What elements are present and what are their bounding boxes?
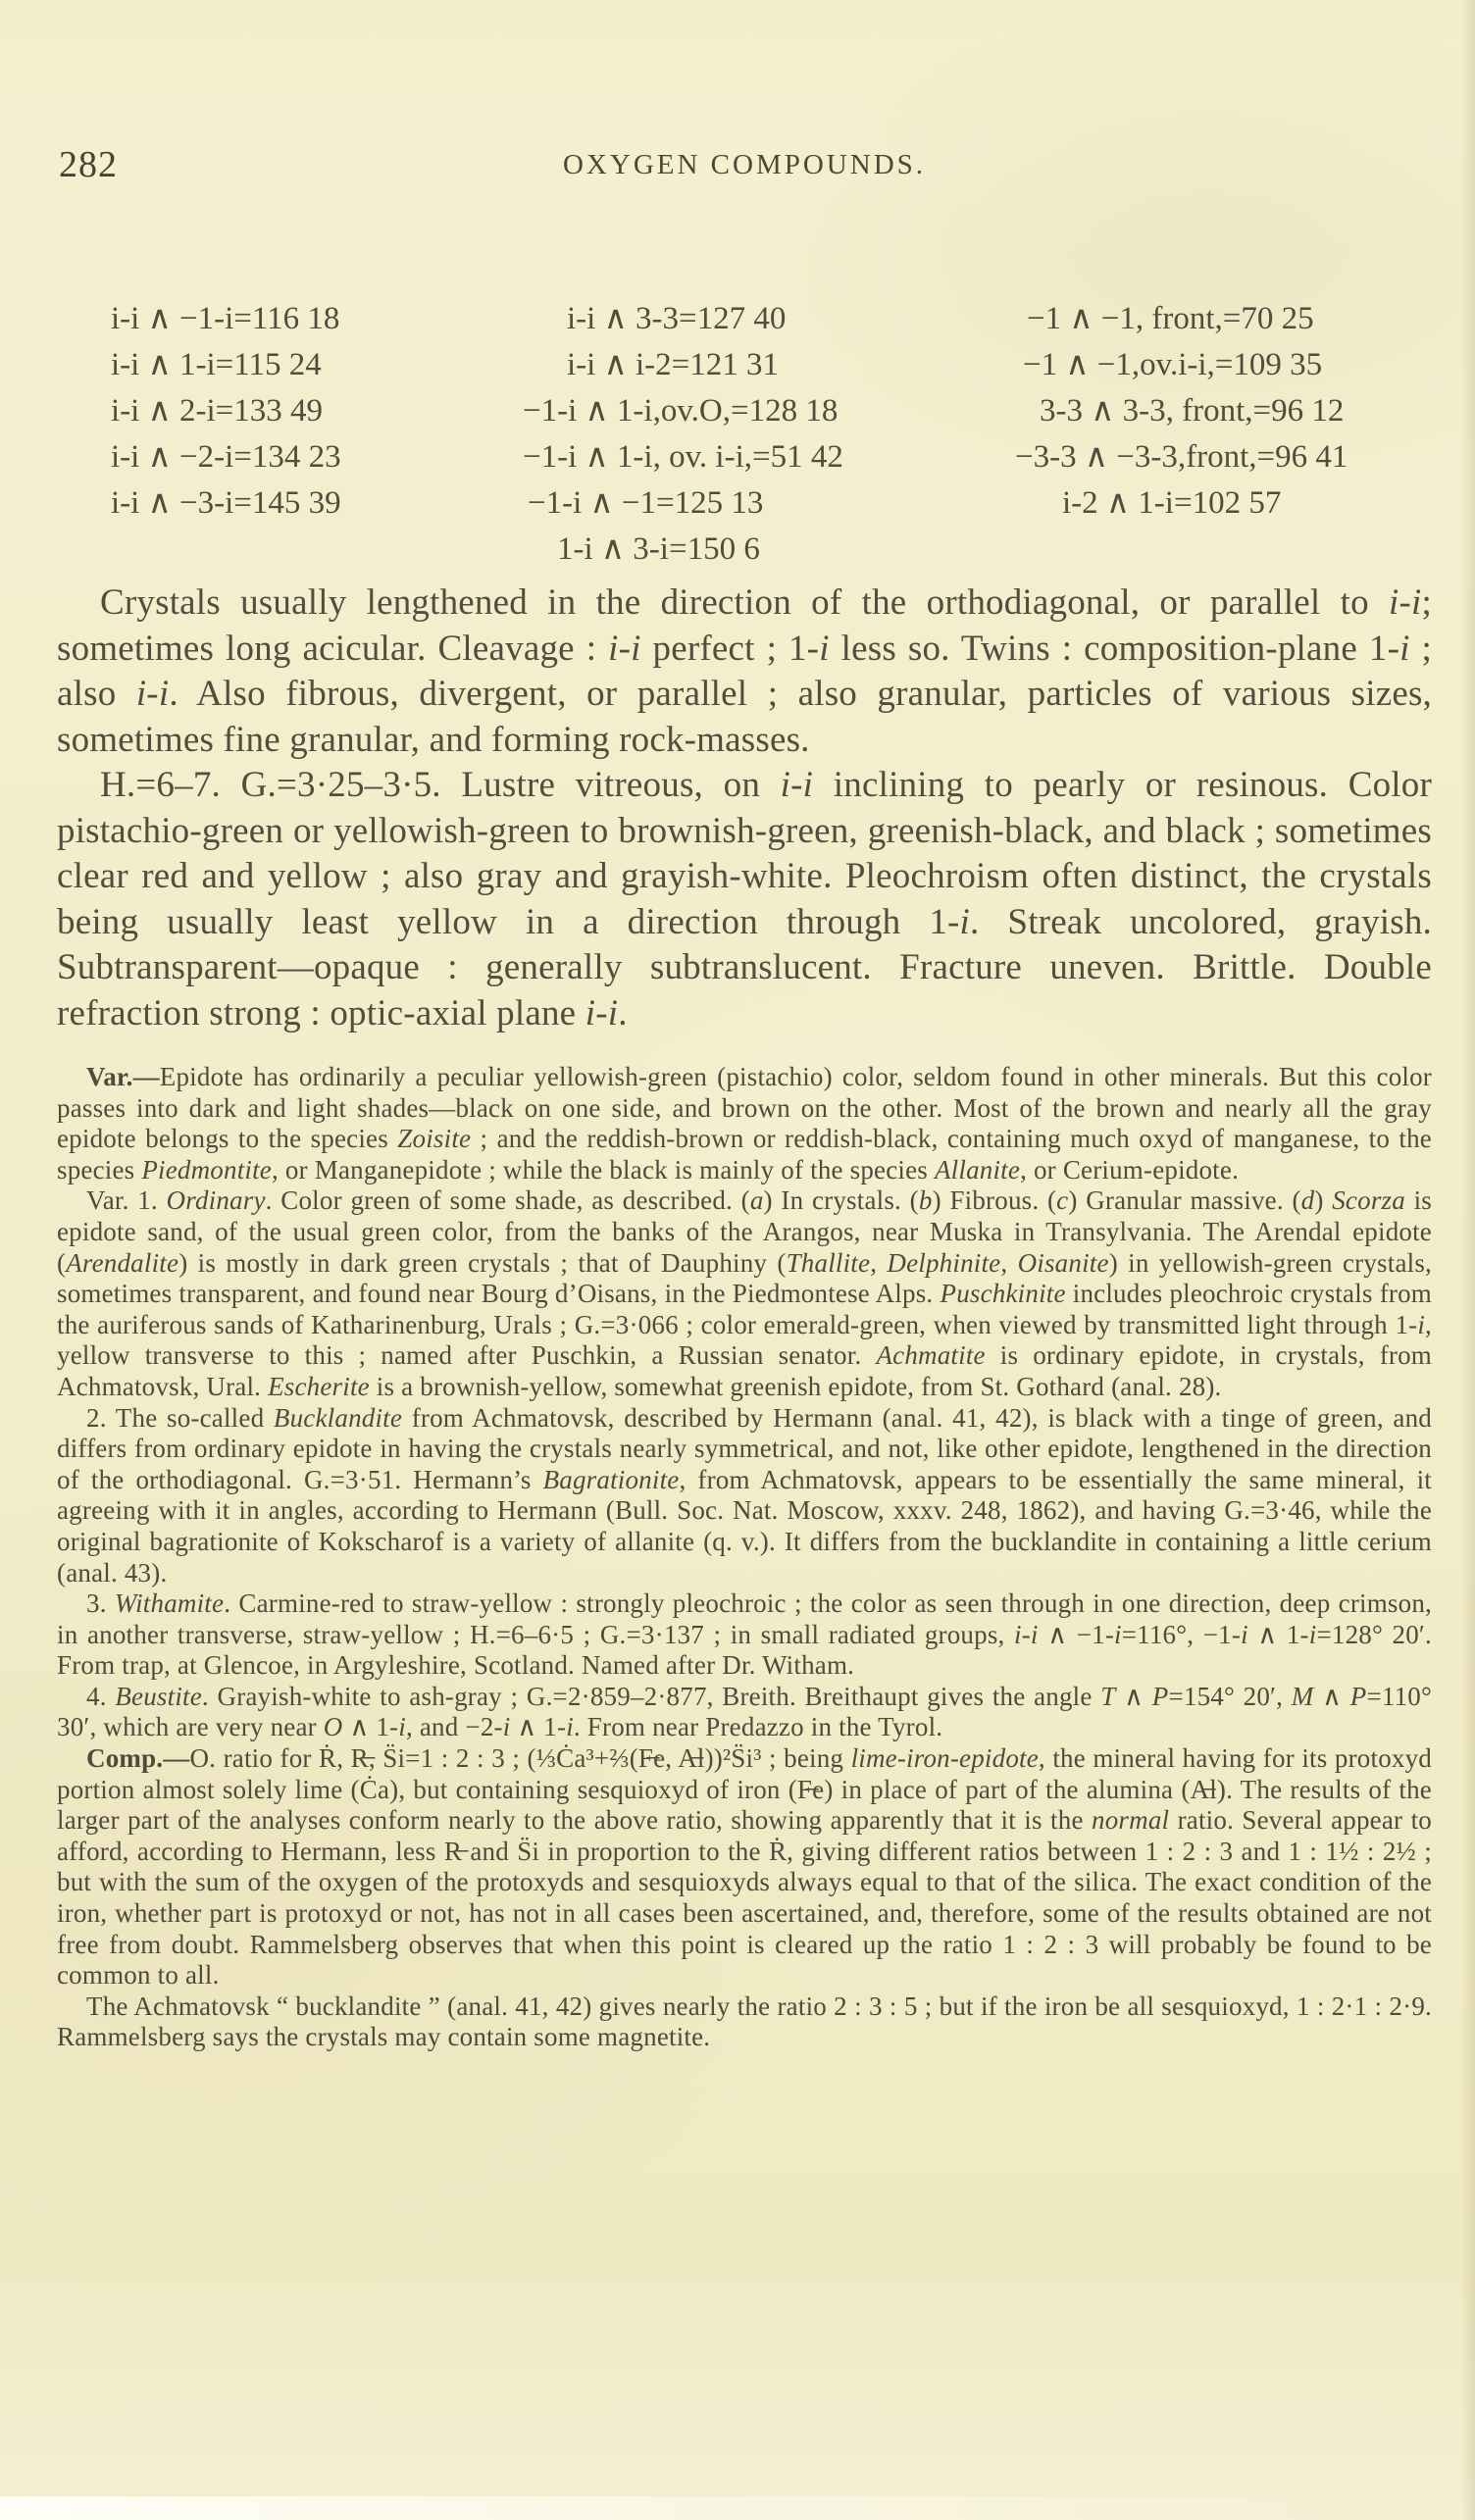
- angle-entry: i-i ∧ 3-3=127 40: [567, 301, 787, 336]
- running-header: OXYGEN COMPOUNDS.: [562, 149, 927, 180]
- angle-entry: i-i ∧ i-2=121 31: [567, 347, 779, 382]
- angle-entry: i-2 ∧ 1-i=102 57: [1062, 485, 1282, 521]
- angle-entry: i-i ∧ 1-i=115 24: [111, 347, 322, 382]
- angle-entry: i-i ∧ −3-i=145 39: [111, 485, 341, 521]
- angle-table-column-3: [1015, 296, 1432, 573]
- paragraph-physical-properties: H.=6–7. G.=3·25–3·5. Lustre vitreous, on i-i inclining to pearly or resinous. Color pistachio-green or yellowish-green to brownish-green, greenish-black, and black ; sometimes clear red and yellow ; also gray and grayish-white. Pleochroism often distinct, the crystals being usually least yellow in a direction through 1-i. Streak uncolored, grayish. Subtransparent—opaque : generally subtranslucent. Fracture uneven. Brittle. Double refraction strong : optic-axial plane i-i.: [57, 765, 1432, 1033]
- angle-entry: i-i ∧ 2-i=133 49: [111, 393, 323, 428]
- paragraph-crystal-habit: Crystals usually lengthened in the direction of the orthodiagonal, or parallel to i-i; sometimes long acicular. Cleavage : i-i perfect ; 1-i less so. Twins : composition-plane 1-i ; also i-i. Also fibrous, divergent, or parallel ; also granular, particles of various sizes, sometimes fine granular, and forming rock-masses.: [57, 582, 1433, 760]
- angle-entry: i-i ∧ −1-i=116 18: [111, 301, 340, 336]
- varieties-and-composition-section: [57, 1062, 1432, 2053]
- paragraph-var-1-ordinary: Var. 1. Ordinary. Color green of some shade, as described. (a) In crystals. (b) Fibrous. (c) Granular massive. (d) Scorza is epidote sand, of the usual green color, from the banks of the Arangos, near Muska in Transylvania. The Arendal epidote (Arendalite) is mostly in dark green crystals ; that of Dauphiny (Thallite, Delphinite, Oisanite) in yellowish-green crystals, sometimes transparent, and found near Bourg d’Oisans, in the Piedmontese Alps. Puschkinite includes pleochroic crystals from the auriferous sands of Katharinenburg, Urals ; G.=3·066 ; color emerald-green, when viewed by transmitted light through 1-i, yellow transverse to this ; named after Puschkin, a Russian senator. Achmatite is ordinary epidote, in crystals, from Achmatovsk, Ural. Escherite is a brownish-yellow, somewhat greenish epidote, from St. Gothard (anal. 28).: [57, 1185, 1433, 1401]
- page-header: [57, 143, 1432, 194]
- scan-right-edge-shadow: [1461, 0, 1475, 2520]
- paragraph-var-overview: Var.—Epidote has ordinarily a peculiar yellowish-green (pistachio) color, seldom found in other minerals. But this color passes into dark and light shades—black on one side, and brown on the other. Most of the brown and nearly all the gray epidote belongs to the species Zoisite ; and the reddish-brown or reddish-black, containing much oxyd of manganese, to the species Piedmontite, or Manganepidote ; while the black is mainly of the species Allanite, or Cerium-epidote.: [57, 1062, 1432, 1184]
- angle-entry: −1 ∧ −1,ov.i-i,=109 35: [1023, 347, 1323, 382]
- page-number: 282: [59, 144, 118, 185]
- paragraph-var-2-bucklandite: 2. The so-called Bucklandite from Achmatovsk, described by Hermann (anal. 41, 42), is black with a tinge of green, and differs from ordinary epidote in having the crystals nearly symmetrical, and not, like other epidote, lengthened in the direction of the orthodiagonal. G.=3·51. Hermann’s Bagrationite, from Achmatovsk, appears to be essentially the same mineral, it agreeing with it in angles, according to Hermann (Bull. Soc. Nat. Moscow, xxxv. 248, 1862), and having G.=3·46, while the original bagrationite of Kokscharof is a variety of allanite (q. v.). It differs from the bucklandite in containing a little cerium (anal. 43).: [57, 1402, 1433, 1588]
- angle-entry: i-i ∧ −2-i=134 23: [111, 439, 341, 475]
- angle-entry: −1-i ∧ 1-i, ov. i-i,=51 42: [523, 439, 843, 475]
- angle-measurements-table: [57, 296, 1432, 573]
- scan-bottom-edge: [0, 2496, 1475, 2520]
- angle-table-column-1: [57, 296, 523, 573]
- angle-entry: −3-3 ∧ −3-3,front,=96 41: [1015, 439, 1348, 475]
- angle-entry: 3-3 ∧ 3-3, front,=96 12: [1040, 393, 1345, 428]
- angle-entry: −1 ∧ −1, front,=70 25: [1027, 301, 1314, 336]
- angle-entry: −1-i ∧ 1-i,ov.O,=128 18: [523, 393, 839, 428]
- paragraph-var-3-withamite: 3. Withamite. Carmine-red to straw-yellow : strongly pleochroic ; the color as seen through in one direction, deep crimson, in another transverse, straw-yellow ; H.=6–6·5 ; G.=3·137 ; in small radiated groups, i-i ∧ −1-i=116°, −1-i ∧ 1-i=128° 20′. From trap, at Glencoe, in Argyleshire, Scotland. Named after Dr. Witham.: [57, 1588, 1432, 1681]
- paragraph-var-4-beustite: 4. Beustite. Grayish-white to ash-gray ; G.=2·859–2·877, Breith. Breithaupt gives the angle T ∧ P=154° 20′, M ∧ P=110° 30′, which are very near O ∧ 1-i, and −2-i ∧ 1-i. From near Predazzo in the Tyrol.: [57, 1681, 1432, 1742]
- angle-entry: 1-i ∧ 3-i=150 6: [557, 531, 760, 567]
- paragraph-composition: Comp.—O. ratio for Ṙ, R̶, S̈i=1 : 2 : 3 ; (⅓Ċa³+⅔(F̶e, A̶l))²S̈i³ ; being lime-iron-epidote, the mineral having for its protoxyd portion almost solely lime (Ċa), but containing sesquioxyd of iron (F̶e) in place of part of the alumina (A̶l). The results of the larger part of the analyses conform nearly to the above ratio, showing apparently that it is the normal ratio. Several appear to afford, according to Hermann, less R̶ and S̈i in proportion to the Ṙ, giving different ratios between 1 : 2 : 3 and 1 : 1½ : 2½ ; but with the sum of the oxygen of the protoxyds and sesquioxyds always equal to that of the silica. The exact condition of the iron, whether part is protoxyd or not, has not in all cases been ascertained, and, therefore, some of the results obtained are not free from doubt. Rammelsberg observes that when this point is cleared up the ratio 1 : 2 : 3 will probably be found to be common to all.: [57, 1743, 1433, 1991]
- angle-table-column-2: [523, 296, 1015, 573]
- paragraph-achmatovsk-ratio: The Achmatovsk “ bucklandite ” (anal. 41, 42) gives nearly the ratio 2 : 3 : 5 ; but if the iron be all sesquioxyd, 1 : 2·1 : 2·9. Rammelsberg says the crystals may contain some magnetite.: [57, 1991, 1432, 2052]
- angle-entry: −1-i ∧ −1=125 13: [528, 485, 764, 521]
